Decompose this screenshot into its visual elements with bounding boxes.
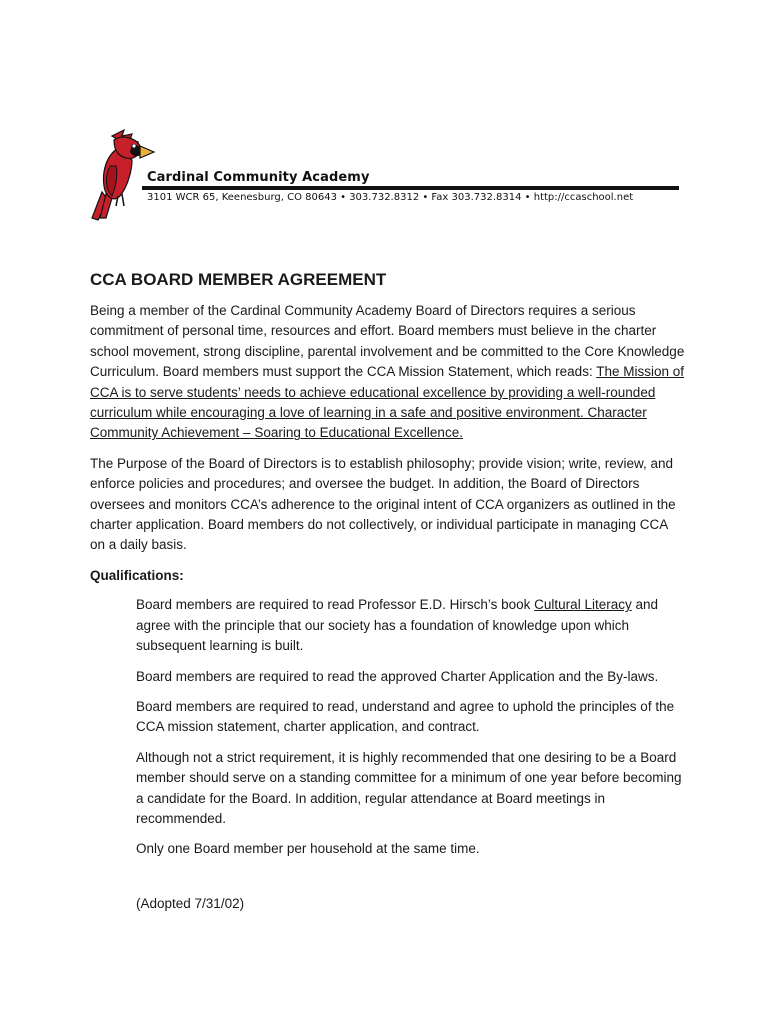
adopted-date: (Adopted 7/31/02)	[136, 895, 245, 911]
qualification-1-pre: Board members are required to read Professor E.D. Hirsch’s book	[136, 597, 535, 613]
qualification-2: Board members are required to read the approved Charter Application and the By-laws.	[136, 668, 659, 684]
intro-paragraph	[90, 301, 686, 444]
org-name: Cardinal Community Academy	[147, 170, 370, 185]
qualification-4: Although not a strict requirement, it is highly recommended that one desiring to be a Board member should serve on a standing committee for a minimum of one year before becoming a candidate for the Board. In addition, regular attendance at Board meetings in recommended.	[136, 749, 682, 826]
qualification-5: Only one Board member per household at the same time.	[136, 841, 480, 857]
mission-statement: The Mission of CCA is to serve students’ needs to achieve educational excellence by providing a well-rounded curriculum while encouraging a love of learning in a safe and positive environment. Character Community Achievement – Soaring to Educational Excellence.	[90, 364, 684, 441]
org-address: 3101 WCR 65, Keenesburg, CO 80643 • 303.732.8312 • Fax 303.732.8314 • http://ccaschool.net	[147, 192, 634, 203]
qualification-1	[136, 595, 686, 656]
letterhead	[88, 126, 683, 222]
letterhead-rule	[142, 186, 679, 190]
qualification-1-post: and agree with the principle that our society has a foundation of knowledge upon which subsequent learning is built.	[136, 597, 658, 654]
document-body	[90, 270, 686, 924]
purpose-paragraph: The Purpose of the Board of Directors is to establish philosophy; provide vision; write, review, and enforce policies and procedures; and oversee the budget. In addition, the Board of Directors oversees and monitors CCA’s adherence to the original intent of CCA organizers as outlined in the charter application. Board members do not collectively, or individual participate in managing CCA on a daily basis.	[90, 455, 676, 553]
book-title: Cultural Literacy	[534, 597, 632, 613]
qualifications-heading: Qualifications:	[90, 567, 184, 583]
document-title: CCA BOARD MEMBER AGREEMENT	[90, 270, 387, 289]
intro-text: Being a member of the Cardinal Community Academy Board of Directors requires a serious commitment of personal time, resources and effort. Board members must believe in the charter school movement, strong discipline, parental involvement and be committed to the Core Knowledge Curriculum. Board members must support the CCA Mission Statement, which reads:	[90, 303, 685, 380]
qualification-3: Board members are required to read, understand and agree to uphold the principles of the CCA mission statement, charter application, and contract.	[136, 698, 675, 735]
